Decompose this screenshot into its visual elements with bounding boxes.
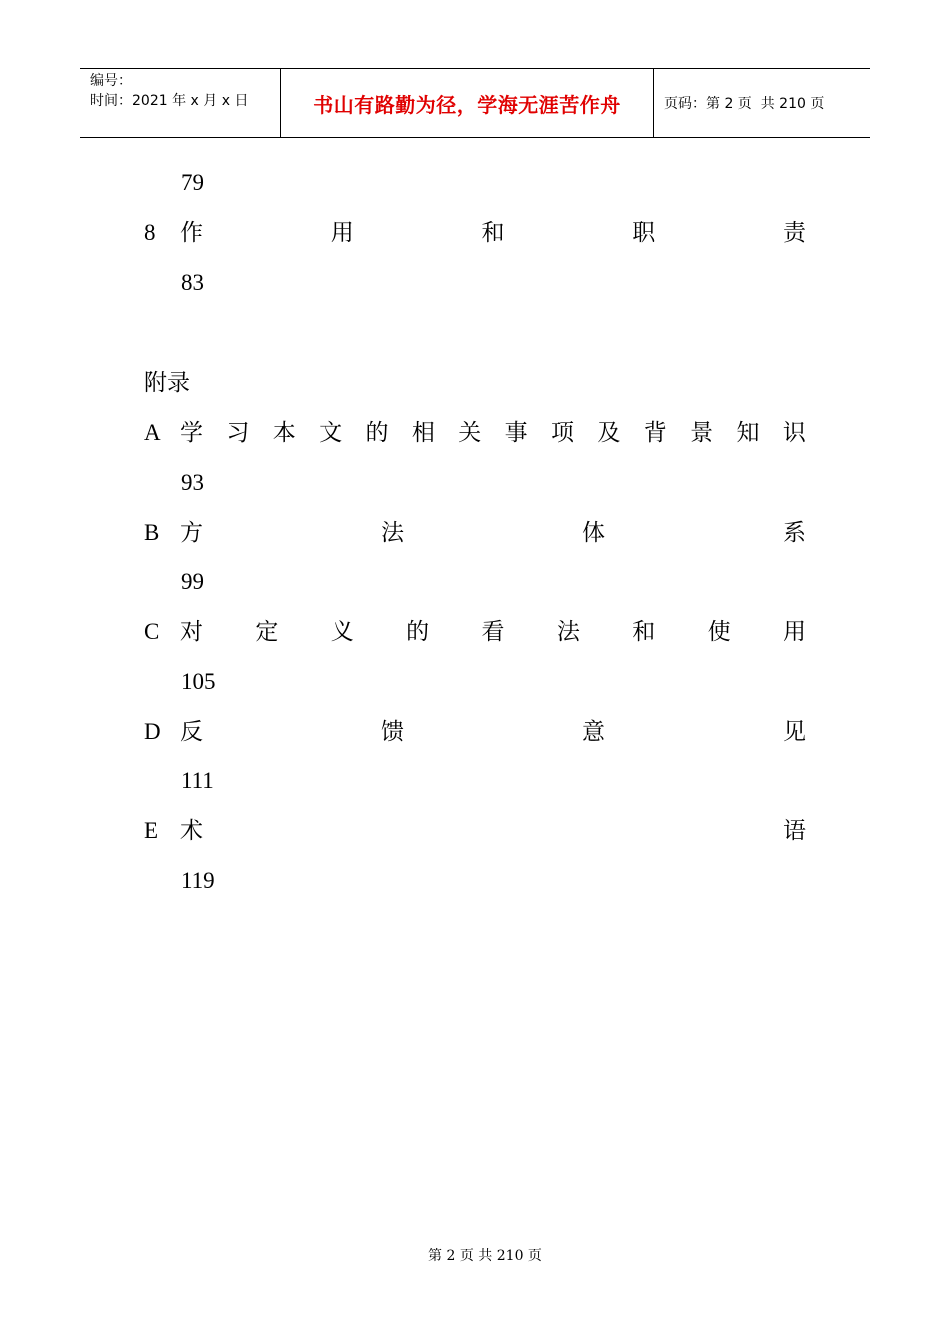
toc-entry-8: [144, 218, 806, 248]
toc-title-char: 意: [582, 719, 605, 745]
toc-entry-letter: E: [144, 818, 159, 843]
toc-entry-title: [180, 218, 806, 248]
toc-title-char: 看: [481, 619, 505, 645]
header-meta-cell: [80, 69, 281, 137]
toc-title-char: 对: [180, 619, 203, 645]
toc-title-char: 体: [582, 520, 605, 546]
toc-title-char: 系: [783, 520, 806, 546]
toc-title-char: 项: [551, 420, 574, 446]
toc-page-number: 105: [181, 669, 216, 694]
toc-entry-title: [180, 717, 806, 747]
toc-entry-letter: D: [144, 719, 161, 744]
toc-title-char: 文: [319, 420, 343, 446]
toc-title-char: 景: [690, 420, 714, 446]
toc-title-char: 的: [406, 619, 430, 645]
toc-title-char: 作: [180, 220, 203, 246]
toc-title-char: 学: [180, 420, 203, 446]
toc-title-char: 关: [458, 420, 482, 446]
toc-entry-title: [180, 617, 806, 647]
header-page-info: 页码：第 2 页 共 210 页: [664, 96, 825, 112]
toc-page-number: 119: [181, 868, 215, 893]
toc-title-char: 识: [782, 420, 806, 446]
document-number-label: 编号：: [90, 73, 132, 89]
toc-appendix-d: [144, 717, 806, 747]
toc-entry-title: [180, 816, 806, 846]
toc-entry-title: [180, 518, 806, 548]
toc-title-char: 语: [783, 818, 806, 844]
toc-entry-letter: C: [144, 619, 160, 644]
toc-title-char: 使: [707, 619, 731, 645]
toc-entry-number: 8: [144, 220, 156, 245]
toc-title-char: 背: [643, 420, 667, 446]
toc-title-char: 馈: [381, 719, 404, 745]
toc-page-number: 93: [181, 470, 204, 495]
toc-title-char: 和: [481, 220, 505, 246]
toc-title-char: 法: [556, 619, 580, 645]
toc-title-char: 术: [180, 818, 203, 844]
toc-entry-letter: A: [144, 420, 161, 445]
document-time-label: 时间：2021 年 x 月 x 日: [90, 93, 249, 109]
toc-title-char: 及: [597, 420, 621, 446]
toc-title-char: 事: [504, 420, 528, 446]
toc-title-char: 见: [783, 719, 806, 745]
toc-entry-title: [180, 418, 806, 448]
toc-appendix-b: [144, 518, 806, 548]
toc-title-char: 反: [180, 719, 203, 745]
toc-title-char: 本: [272, 420, 296, 446]
toc-title-char: 责: [783, 220, 806, 246]
toc-page-number: 83: [181, 270, 204, 295]
toc-title-char: 义: [330, 619, 354, 645]
appendix-heading: 附录: [144, 370, 190, 396]
toc-appendix-e: [144, 816, 806, 846]
toc-title-char: 法: [381, 520, 404, 546]
toc-title-char: 习: [226, 420, 250, 446]
toc-page-number: 111: [181, 768, 214, 793]
header-page-info-cell: [654, 69, 870, 137]
toc-title-char: 知: [736, 420, 760, 446]
toc-title-char: 方: [180, 520, 203, 546]
toc-page-number: 99: [181, 569, 204, 594]
toc-title-char: 职: [632, 220, 656, 246]
toc-title-char: 定: [255, 619, 279, 645]
toc-title-char: 用: [783, 619, 806, 645]
toc-page-number: 79: [181, 170, 204, 195]
page-footer: 第 2 页 共 210 页: [428, 1248, 542, 1264]
header-motto: 书山有路勤为径，学海无涯苦作舟: [281, 69, 654, 137]
document-header: [80, 68, 870, 138]
toc-appendix-c: [144, 617, 806, 647]
toc-entry-letter: B: [144, 520, 160, 545]
toc-appendix-a: [144, 418, 806, 448]
toc-title-char: 和: [632, 619, 656, 645]
toc-title-char: 相: [411, 420, 435, 446]
toc-title-char: 的: [365, 420, 389, 446]
toc-title-char: 用: [330, 220, 354, 246]
